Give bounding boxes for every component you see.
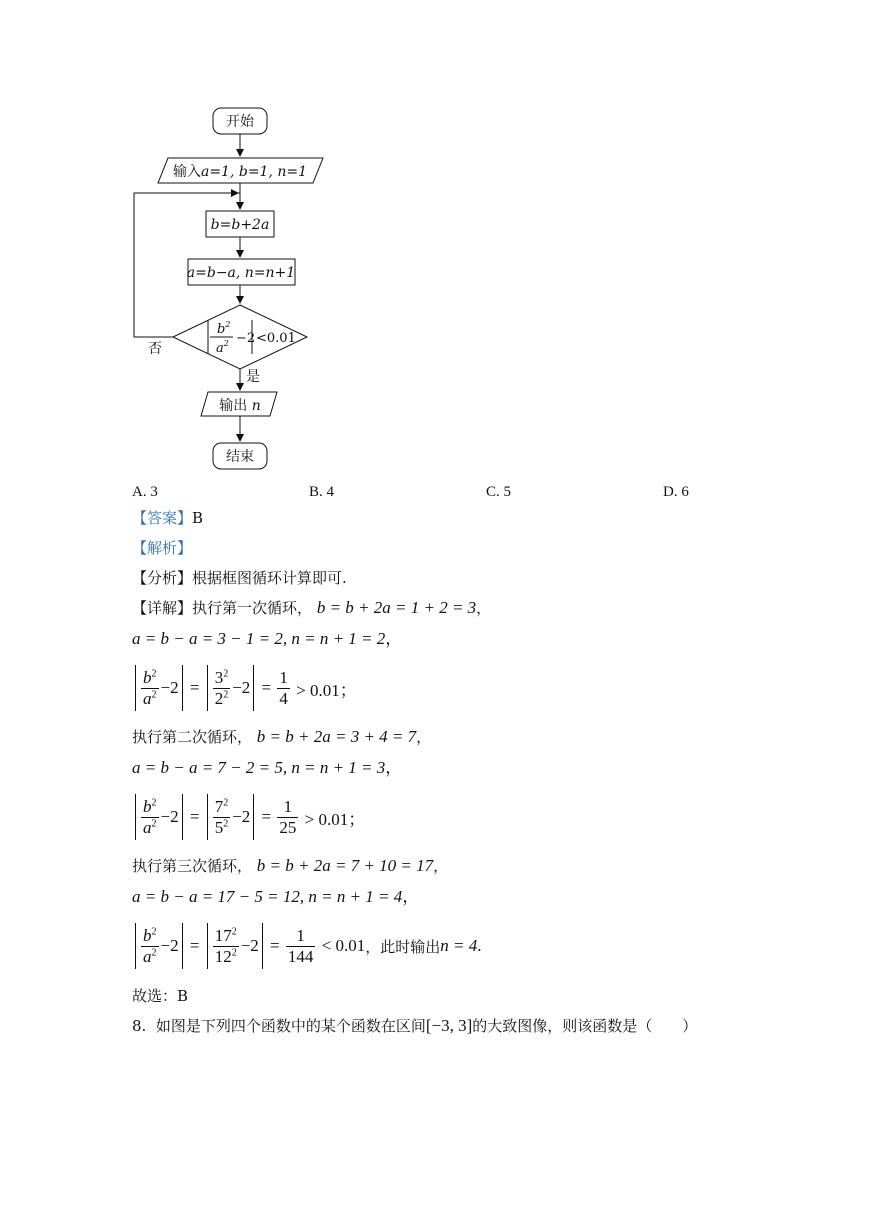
input-vars: a=1, b=1, n=1 [200, 164, 308, 180]
yes-label: 是 [246, 369, 260, 385]
loop2-fraction-row: $\frac{b^2}{a^2}$ −2 = $\frac{7^2}{5^2}$ −2 = $\frac{1}{25}$ > 0.01； [132, 794, 365, 840]
loop2-b: b = b + 2a = 3 + 4 = 7 [256, 727, 417, 746]
question-number: 8. [132, 1017, 147, 1035]
answer-line [132, 508, 203, 528]
svg-text:−2: −2 [236, 331, 256, 346]
loop1-fraction-row: $\frac{b^2}{a^2}$ −2 = $\frac{3^2}{2^2}$ −2 = $\frac{1}{4}$ > 0.01； [132, 665, 357, 711]
option-d: D. 6 [663, 484, 689, 500]
option-a: A. 3 [132, 484, 158, 500]
step2-label: a=b−a, n=n+1 [186, 265, 296, 281]
no-label: 否 [148, 341, 162, 357]
option-b: B. 4 [309, 484, 335, 500]
next-question [132, 1016, 697, 1036]
question-text-after: 的大致图像，则该函数是（ ） [472, 1017, 698, 1035]
detail-line-loop3: 执行第三次循环， b = b + 2a = 7 + 10 = 17， [132, 856, 449, 875]
end-label: 结束 [226, 449, 254, 465]
question-text-before: 如图是下列四个函数中的某个函数在区间 [155, 1017, 426, 1035]
detail-tag: 【详解】 [132, 599, 193, 617]
loop2-a: a = b − a = 7 − 2 = 5, n = n + 1 = 3， [132, 758, 403, 777]
final-output: n = 4 [440, 936, 478, 955]
condition-tail: <0.01 [256, 331, 296, 346]
answer-tag: 【答案】 [132, 509, 193, 527]
loop3-suffix: ，此时输出 [365, 937, 441, 956]
svg-text:b2: $b^2$ [217, 320, 231, 337]
loop3-b: b = b + 2a = 7 + 10 = 17 [256, 856, 434, 875]
fenxi-line [132, 568, 347, 588]
detail-line-loop2: 执行第二次循环， b = b + 2a = 3 + 4 = 7， [132, 727, 432, 746]
loop1-a: a = b − a = 3 − 1 = 2, n = n + 1 = 2， [132, 629, 403, 648]
start-label: 开始 [226, 114, 254, 130]
answer-value: B [192, 509, 204, 527]
loop3-fraction-row: $\frac{b^2}{a^2}$ −2 = $\frac{17^2}{12^2}$ −2 = $\frac{1}{144}$ < 0.01 ，此时输出 n = 4 . [132, 923, 481, 969]
loop3-intro: 执行第三次循环， [132, 857, 253, 875]
output-var: n [251, 398, 261, 414]
loop3-a: a = b − a = 17 − 5 = 12, n = n + 1 = 4， [132, 887, 420, 906]
conclusion: 故选：B [132, 987, 189, 1005]
question-interval: [−3, 3] [425, 1016, 473, 1035]
svg-text:输入a=1, b=1, n=1 [173, 164, 307, 180]
loop1-intro: 执行第一次循环， [192, 599, 313, 617]
fenxi-tag: 【分析】 [132, 569, 193, 587]
detail-line-1: 【详解】执行第一次循环， b = b + 2a = 1 + 2 = 3， [132, 598, 492, 617]
flowchart [0, 0, 869, 480]
loop1-b: b = b + 2a = 1 + 2 = 3 [316, 598, 477, 617]
fenxi-text: 根据框图循环计算即可. [192, 569, 347, 587]
analysis-tag: 【解析】 [132, 539, 193, 557]
input-label: 输入 [172, 164, 201, 180]
loop2-intro: 执行第二次循环， [132, 728, 253, 746]
svg-text:输出 n [219, 398, 260, 414]
option-c: C. 5 [486, 484, 512, 500]
step1-label: b=b+2a [210, 217, 270, 233]
output-label: 输出 [219, 398, 248, 414]
svg-text:a2: $a^2$ [216, 339, 229, 356]
